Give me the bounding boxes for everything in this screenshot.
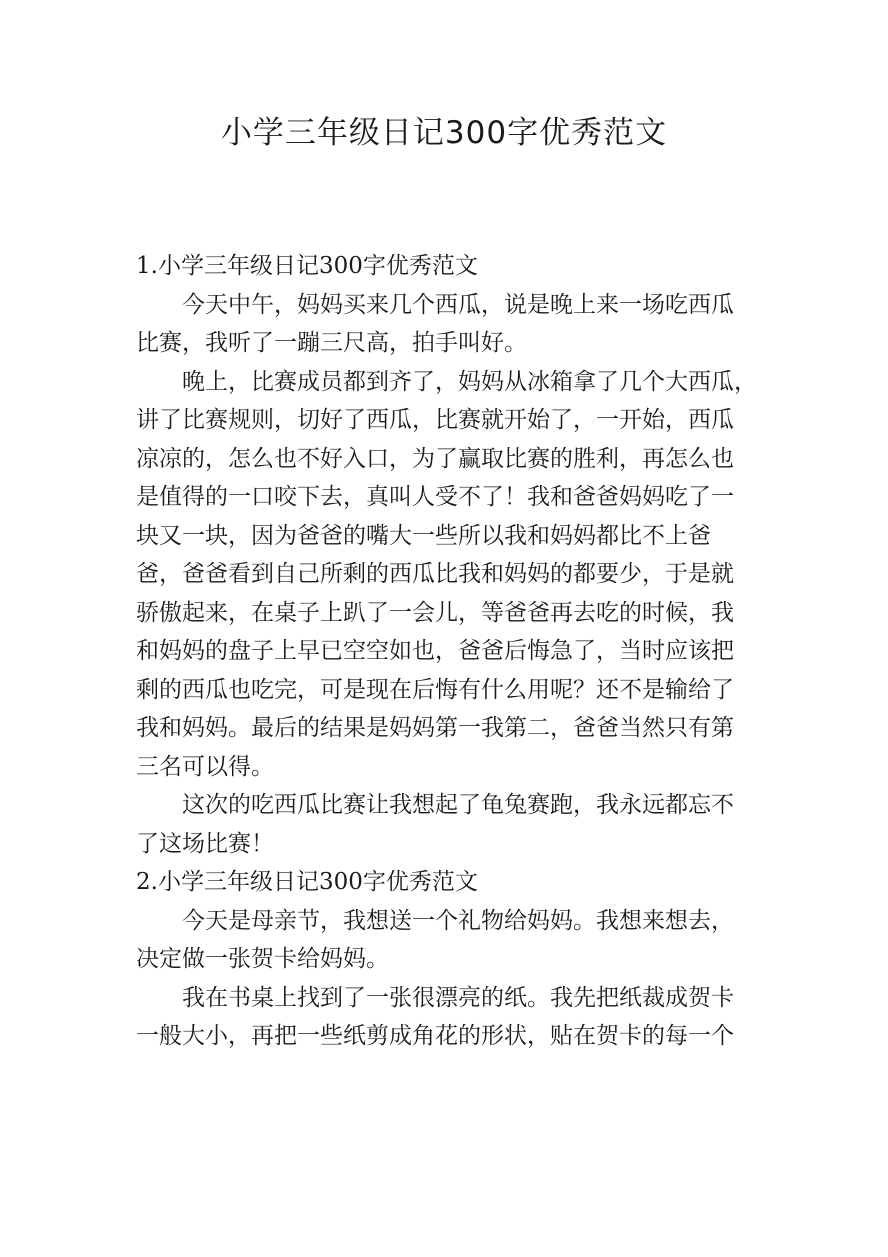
paragraph-line: 块又一块，因为爸爸的嘴大一些所以我和妈妈都比不上爸 [136, 522, 711, 549]
paragraph-line: 了这场比赛！ [136, 830, 274, 857]
section-heading-1: 1.小学三年级日记300字优秀范文 [136, 253, 478, 279]
paragraph-line: 和妈妈的盘子上早已空空如也，爸爸后悔急了，当时应该把 [136, 638, 734, 664]
paragraph-line: 决定做一张贺卡给妈妈。 [136, 946, 389, 972]
paragraph-line: 是值得的一口咬下去，真叫人受不了！我和爸爸妈妈吃了一 [136, 484, 734, 510]
paragraph-line: 凉凉的，怎么也不好入口，为了赢取比赛的胜利，再怎么也 [136, 445, 734, 472]
paragraph-line: 爸，爸爸看到自己所剩的西瓜比我和妈妈的都要少，于是就 [136, 561, 734, 587]
document-body [136, 247, 756, 1056]
paragraph-line: 骄傲起来，在桌子上趴了一会儿，等爸爸再去吃的时候，我 [136, 599, 734, 626]
paragraph-line: 我和妈妈。最后的结果是妈妈第一我第二，爸爸当然只有第 [136, 715, 734, 741]
paragraph-line: 比赛，我听了一蹦三尺高，拍手叫好。 [136, 330, 527, 356]
section-heading-2: 2.小学三年级日记300字优秀范文 [136, 869, 478, 895]
paragraph-line: 晚上，比赛成员都到齐了，妈妈从冰箱拿了几个大西瓜， [182, 368, 757, 395]
paragraph-line: 一般大小，再把一些纸剪成角花的形状，贴在贺卡的每一个 [136, 1023, 734, 1049]
paragraph-line: 这次的吃西瓜比赛让我想起了龟兔赛跑，我永远都忘不 [182, 792, 734, 818]
document-title: 小学三年级日记300字优秀范文 [220, 115, 668, 151]
paragraph-line: 今天中午，妈妈买来几个西瓜，说是晚上来一场吃西瓜 [182, 291, 734, 318]
paragraph-line: 今天是母亲节，我想送一个礼物给妈妈。我想来想去， [182, 907, 734, 934]
paragraph-line: 讲了比赛规则，切好了西瓜，比赛就开始了，一开始，西瓜 [136, 407, 734, 433]
paragraph-line: 我在书桌上找到了一张很漂亮的纸。我先把纸裁成贺卡 [182, 984, 734, 1011]
paragraph-line: 剩的西瓜也吃完，可是现在后悔有什么用呢？还不是输给了 [136, 676, 734, 703]
paragraph-line: 三名可以得。 [136, 753, 274, 780]
